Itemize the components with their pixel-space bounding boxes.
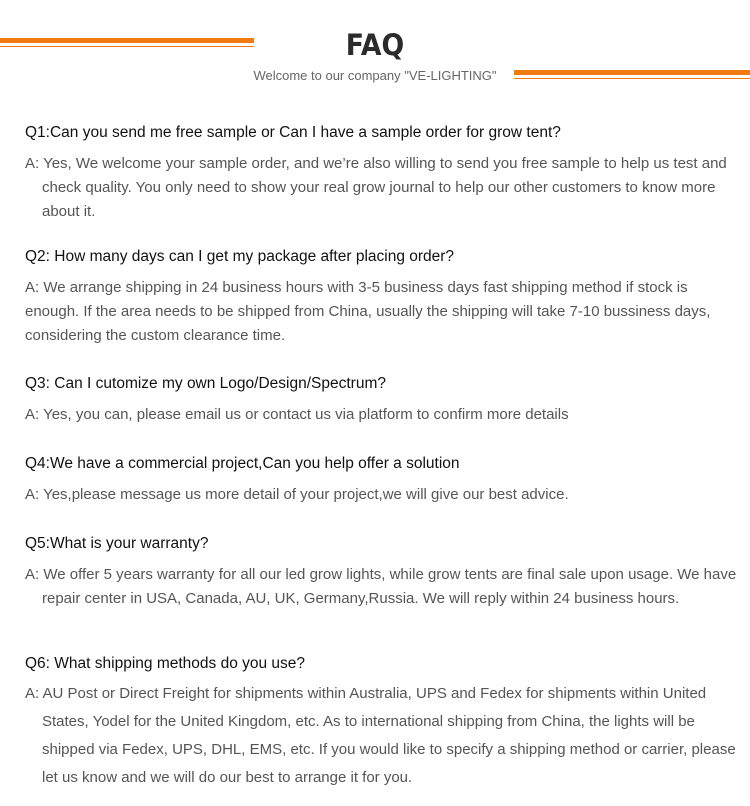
faq-question: Q5:What is your warranty? — [25, 535, 209, 552]
rule-thick-line — [514, 70, 750, 75]
faq-item-3 — [25, 374, 740, 427]
faq-answer: A: Yes, you can, please email us or contact us via platform to confirm more details — [25, 406, 569, 423]
rule-thin-line — [514, 78, 750, 79]
faq-answer: A: AU Post or Direct Freight for shipments within Australia, UPS and Fedex for shipments within United States, Yodel for the United Kingdom, etc. As to international shipping from China, the lights will be shipped via Fedex, UPS, DHL, EMS, etc. If you would like to specify a shipping method or carrier, please let us know and we will do our best to arrange it for you. — [25, 685, 736, 786]
faq-question: Q1:Can you send me free sample or Can I have a sample order for grow tent? — [25, 124, 561, 141]
faq-question: Q2: How many days can I get my package after placing order? — [25, 248, 455, 265]
faq-answer: A: Yes,please message us more detail of your project,we will give our best advice. — [25, 486, 569, 503]
faq-answer: A: We arrange shipping in 24 business hours with 3-5 business days fast shipping method if stock is enough. If the area needs to be shipped from China, usually the shipping will take 7-10 bussiness days, considering the custom clearance time. — [25, 279, 711, 344]
faq-item-1 — [25, 123, 740, 224]
faq-header — [0, 0, 750, 100]
header-rule-right — [514, 70, 750, 79]
page-title: FAQ — [345, 28, 405, 62]
faq-item-2 — [25, 247, 740, 348]
header-rule-left — [0, 38, 254, 47]
faq-item-5 — [25, 534, 740, 611]
rule-thin-line — [0, 46, 254, 47]
faq-answer: A: Yes, We welcome your sample order, and we’re also willing to send you free sample to help us test and check quality. You only need to show your real grow journal to help our other customers to know more about it. — [25, 155, 727, 220]
faq-item-4 — [25, 454, 740, 507]
faq-question: Q3: Can I cutomize my own Logo/Design/Spectrum? — [25, 375, 386, 392]
faq-answer: A: We offer 5 years warranty for all our led grow lights, while grow tents are final sale upon usage. We have repair center in USA, Canada, AU, UK, Germany,Russia. We will reply within 24 business hours. — [25, 566, 737, 607]
rule-thick-line — [0, 38, 254, 43]
faq-question: Q6: What shipping methods do you use? — [25, 655, 306, 672]
page-subtitle: Welcome to our company "VE-LIGHTING" — [253, 68, 497, 83]
faq-question: Q4:We have a commercial project,Can you help offer a solution — [25, 455, 460, 472]
faq-item-6 — [25, 654, 740, 792]
